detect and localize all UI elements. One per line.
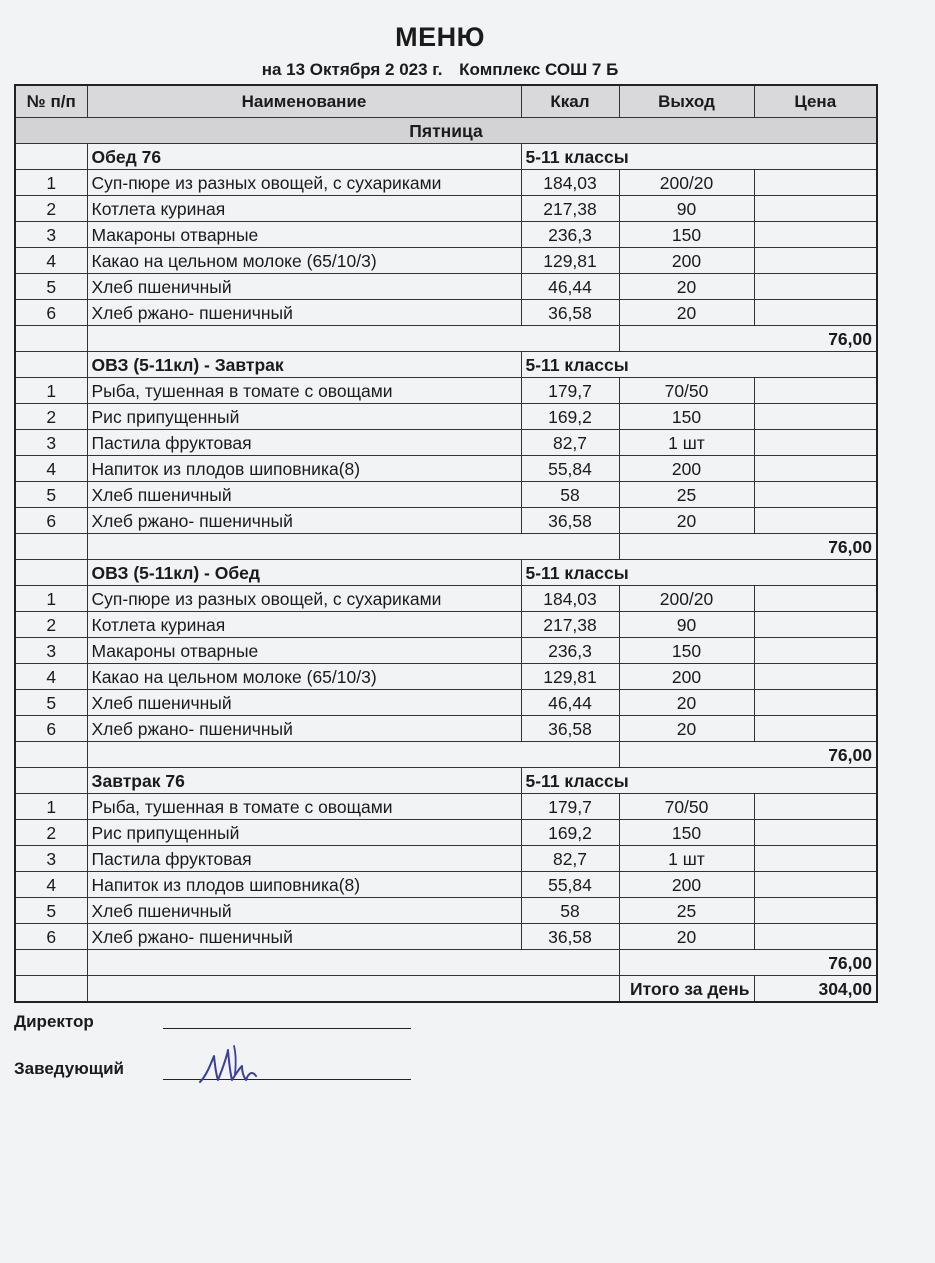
item-number: 6 (15, 508, 87, 534)
table-row (15, 924, 877, 950)
section-grade: 5-11 классы (521, 560, 877, 586)
total-empty-cell (15, 742, 87, 768)
item-name: Хлеб ржано- пшеничный (87, 300, 521, 326)
item-output: 150 (619, 222, 754, 248)
grand-total-empty-cell (15, 976, 87, 1003)
item-price (754, 820, 877, 846)
item-kcal: 184,03 (521, 170, 619, 196)
item-price (754, 872, 877, 898)
table-row (15, 248, 877, 274)
director-signature-line (163, 1028, 411, 1029)
item-kcal: 236,3 (521, 638, 619, 664)
table-row (15, 664, 877, 690)
item-kcal: 55,84 (521, 872, 619, 898)
item-name: Пастила фруктовая (87, 846, 521, 872)
item-name: Макароны отварные (87, 638, 521, 664)
total-empty-cell (87, 534, 619, 560)
table-row (15, 378, 877, 404)
section-total-row (15, 742, 877, 768)
item-number: 6 (15, 300, 87, 326)
item-output: 20 (619, 274, 754, 300)
item-output: 150 (619, 820, 754, 846)
item-kcal: 36,58 (521, 924, 619, 950)
table-row (15, 820, 877, 846)
item-output: 20 (619, 690, 754, 716)
item-output: 150 (619, 638, 754, 664)
item-price (754, 300, 877, 326)
item-number: 1 (15, 794, 87, 820)
item-output: 25 (619, 898, 754, 924)
table-row (15, 508, 877, 534)
item-price (754, 586, 877, 612)
item-number: 2 (15, 612, 87, 638)
item-kcal: 55,84 (521, 456, 619, 482)
item-number: 6 (15, 924, 87, 950)
item-output: 20 (619, 716, 754, 742)
item-name: Хлеб ржано- пшеничный (87, 924, 521, 950)
item-number: 4 (15, 872, 87, 898)
table-row (15, 196, 877, 222)
item-kcal: 169,2 (521, 820, 619, 846)
grand-total-label: Итого за день (619, 976, 754, 1003)
table-row (15, 872, 877, 898)
item-name: Хлеб ржано- пшеничный (87, 508, 521, 534)
item-price (754, 404, 877, 430)
item-output: 20 (619, 924, 754, 950)
item-number: 1 (15, 170, 87, 196)
section-header-row (15, 768, 877, 794)
menu-date: на 13 Октября 2 023 г. (261, 60, 443, 79)
handwritten-signature (198, 1040, 258, 1086)
item-price (754, 482, 877, 508)
item-number: 2 (15, 404, 87, 430)
menu-table (14, 84, 878, 1003)
item-name: Суп-пюре из разных овощей, с сухариками (87, 170, 521, 196)
item-price (754, 196, 877, 222)
item-number: 3 (15, 222, 87, 248)
item-price (754, 248, 877, 274)
item-kcal: 36,58 (521, 508, 619, 534)
item-price (754, 378, 877, 404)
item-name: Макароны отварные (87, 222, 521, 248)
item-price (754, 612, 877, 638)
item-name: Пастила фруктовая (87, 430, 521, 456)
item-price (754, 456, 877, 482)
table-row (15, 898, 877, 924)
item-number: 1 (15, 586, 87, 612)
item-price (754, 898, 877, 924)
item-kcal: 179,7 (521, 378, 619, 404)
item-price (754, 170, 877, 196)
item-name: Какао на цельном молоке (65/10/3) (87, 664, 521, 690)
item-kcal: 236,3 (521, 222, 619, 248)
item-output: 20 (619, 300, 754, 326)
item-price (754, 794, 877, 820)
item-number: 6 (15, 716, 87, 742)
item-kcal: 129,81 (521, 248, 619, 274)
item-name: Какао на цельном молоке (65/10/3) (87, 248, 521, 274)
table-row (15, 482, 877, 508)
manager-label: Заведующий (14, 1059, 125, 1078)
item-number: 3 (15, 846, 87, 872)
section-header-row (15, 560, 877, 586)
total-empty-cell (87, 326, 619, 352)
section-number-cell (15, 560, 87, 586)
item-output: 20 (619, 508, 754, 534)
grand-total-empty-cell (87, 976, 619, 1003)
item-number: 2 (15, 820, 87, 846)
total-empty-cell (87, 950, 619, 976)
item-kcal: 36,58 (521, 300, 619, 326)
total-empty-cell (15, 534, 87, 560)
item-price (754, 716, 877, 742)
item-name: Хлеб пшеничный (87, 898, 521, 924)
item-output: 200 (619, 456, 754, 482)
item-name: Рис припущенный (87, 404, 521, 430)
grand-total-row (15, 976, 877, 1003)
column-header-price: Цена (754, 85, 877, 118)
table-row (15, 794, 877, 820)
item-name: Рыба, тушенная в томате с овощами (87, 378, 521, 404)
item-number: 5 (15, 274, 87, 300)
table-row (15, 612, 877, 638)
section-grade: 5-11 классы (521, 768, 877, 794)
item-kcal: 169,2 (521, 404, 619, 430)
item-number: 5 (15, 898, 87, 924)
item-output: 200 (619, 664, 754, 690)
section-grade: 5-11 классы (521, 144, 877, 170)
item-price (754, 846, 877, 872)
item-name: Котлета куриная (87, 612, 521, 638)
item-kcal: 129,81 (521, 664, 619, 690)
item-kcal: 217,38 (521, 196, 619, 222)
section-header-row (15, 144, 877, 170)
item-kcal: 82,7 (521, 430, 619, 456)
section-total: 76,00 (619, 534, 877, 560)
item-output: 200 (619, 872, 754, 898)
item-number: 3 (15, 638, 87, 664)
table-row (15, 274, 877, 300)
item-price (754, 664, 877, 690)
section-total-row (15, 326, 877, 352)
item-kcal: 217,38 (521, 612, 619, 638)
table-row (15, 222, 877, 248)
item-price (754, 274, 877, 300)
section-title: ОВЗ (5-11кл) - Завтрак (87, 352, 521, 378)
document-title: МЕНЮ (395, 22, 485, 52)
item-output: 90 (619, 612, 754, 638)
item-name: Рыба, тушенная в томате с овощами (87, 794, 521, 820)
item-number: 5 (15, 690, 87, 716)
section-total: 76,00 (619, 950, 877, 976)
item-kcal: 46,44 (521, 274, 619, 300)
document-subtitle (0, 60, 880, 80)
section-title: Завтрак 76 (87, 768, 521, 794)
item-kcal: 184,03 (521, 586, 619, 612)
item-name: Хлеб ржано- пшеничный (87, 716, 521, 742)
item-output: 70/50 (619, 794, 754, 820)
item-number: 2 (15, 196, 87, 222)
item-kcal: 58 (521, 898, 619, 924)
item-output: 200 (619, 248, 754, 274)
item-number: 4 (15, 456, 87, 482)
item-name: Суп-пюре из разных овощей, с сухариками (87, 586, 521, 612)
section-title: Обед 76 (87, 144, 521, 170)
item-name: Хлеб пшеничный (87, 690, 521, 716)
table-row (15, 300, 877, 326)
item-name: Хлеб пшеничный (87, 482, 521, 508)
item-name: Напиток из плодов шиповника(8) (87, 872, 521, 898)
item-name: Напиток из плодов шиповника(8) (87, 456, 521, 482)
item-number: 4 (15, 664, 87, 690)
item-price (754, 924, 877, 950)
item-price (754, 222, 877, 248)
column-header-kcal: Ккал (521, 85, 619, 118)
total-empty-cell (15, 326, 87, 352)
item-number: 4 (15, 248, 87, 274)
item-price (754, 690, 877, 716)
section-title: ОВЗ (5-11кл) - Обед (87, 560, 521, 586)
item-output: 200/20 (619, 586, 754, 612)
total-empty-cell (87, 742, 619, 768)
column-header-output: Выход (619, 85, 754, 118)
item-number: 3 (15, 430, 87, 456)
table-row (15, 638, 877, 664)
director-label: Директор (14, 1012, 94, 1031)
table-row (15, 690, 877, 716)
table-row (15, 456, 877, 482)
item-price (754, 508, 877, 534)
day-row (15, 118, 877, 144)
item-number: 1 (15, 378, 87, 404)
item-output: 25 (619, 482, 754, 508)
column-header-name: Наименование (87, 85, 521, 118)
table-row (15, 430, 877, 456)
column-header-number: № п/п (15, 85, 87, 118)
table-row (15, 846, 877, 872)
item-kcal: 46,44 (521, 690, 619, 716)
item-output: 150 (619, 404, 754, 430)
total-empty-cell (15, 950, 87, 976)
section-total: 76,00 (619, 326, 877, 352)
item-kcal: 36,58 (521, 716, 619, 742)
table-header-row (15, 85, 877, 118)
item-name: Хлеб пшеничный (87, 274, 521, 300)
item-output: 90 (619, 196, 754, 222)
item-name: Рис припущенный (87, 820, 521, 846)
table-row (15, 586, 877, 612)
section-grade: 5-11 классы (521, 352, 877, 378)
table-row (15, 170, 877, 196)
item-name: Котлета куриная (87, 196, 521, 222)
day-label: Пятница (15, 118, 877, 144)
section-total-row (15, 950, 877, 976)
item-kcal: 82,7 (521, 846, 619, 872)
complex-name: Комплекс СОШ 7 Б (459, 60, 619, 79)
item-price (754, 638, 877, 664)
section-total-row (15, 534, 877, 560)
item-output: 70/50 (619, 378, 754, 404)
table-row (15, 404, 877, 430)
section-total: 76,00 (619, 742, 877, 768)
grand-total-value: 304,00 (754, 976, 877, 1003)
section-number-cell (15, 352, 87, 378)
item-number: 5 (15, 482, 87, 508)
item-kcal: 179,7 (521, 794, 619, 820)
item-price (754, 430, 877, 456)
section-number-cell (15, 144, 87, 170)
table-row (15, 716, 877, 742)
item-output: 1 шт (619, 846, 754, 872)
item-output: 200/20 (619, 170, 754, 196)
section-number-cell (15, 768, 87, 794)
section-header-row (15, 352, 877, 378)
item-kcal: 58 (521, 482, 619, 508)
item-output: 1 шт (619, 430, 754, 456)
